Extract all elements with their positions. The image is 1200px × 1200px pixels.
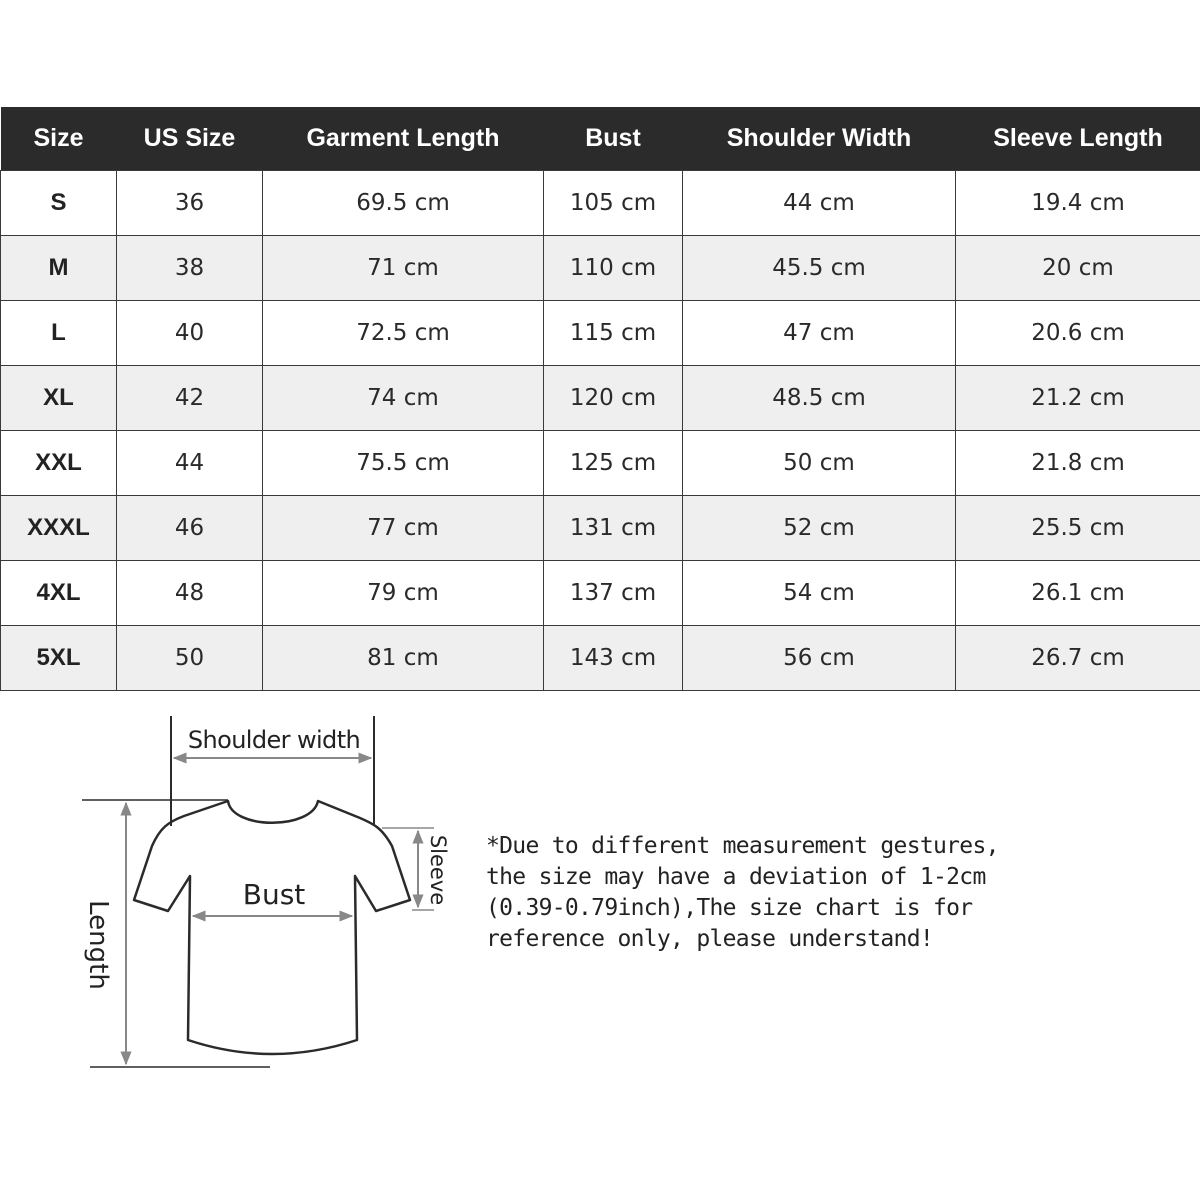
us-size-cell: 38 — [117, 236, 263, 301]
sleeve-length-cell: 21.8 cm — [956, 431, 1200, 496]
size-cell: 5XL — [1, 626, 117, 691]
header-us-size: US Size — [117, 107, 263, 171]
bust-cell: 131 cm — [544, 496, 683, 561]
tshirt-outline — [134, 801, 410, 1054]
shoulder-width-cell: 56 cm — [683, 626, 956, 691]
bust-cell: 143 cm — [544, 626, 683, 691]
size-cell: 4XL — [1, 561, 117, 626]
shoulder-width-cell: 50 cm — [683, 431, 956, 496]
size-cell: L — [1, 301, 117, 366]
bust-cell: 120 cm — [544, 366, 683, 431]
measurement-disclaimer — [486, 831, 1046, 955]
us-size-cell: 40 — [117, 301, 263, 366]
disclaimer-line: (0.39-0.79inch),The size chart is for — [486, 895, 973, 921]
length-label: Length — [83, 900, 113, 990]
size-cell: M — [1, 236, 117, 301]
size-cell: XL — [1, 366, 117, 431]
bust-cell: 137 cm — [544, 561, 683, 626]
header-size: Size — [1, 107, 117, 171]
table-row — [1, 561, 1200, 626]
garment-length-cell: 79 cm — [263, 561, 544, 626]
garment-length-cell: 74 cm — [263, 366, 544, 431]
bust-label: Bust — [242, 878, 306, 911]
size-cell: S — [1, 171, 117, 236]
us-size-cell: 48 — [117, 561, 263, 626]
table-row — [1, 301, 1200, 366]
sleeve-length-cell: 20 cm — [956, 236, 1200, 301]
garment-length-cell: 75.5 cm — [263, 431, 544, 496]
tshirt-measurement-diagram — [0, 700, 480, 1100]
bust-cell: 105 cm — [544, 171, 683, 236]
size-chart-table — [0, 107, 1200, 691]
us-size-cell: 50 — [117, 626, 263, 691]
sleeve-label: Sleeve — [426, 834, 450, 906]
shoulder-width-cell: 44 cm — [683, 171, 956, 236]
table-row — [1, 171, 1200, 236]
bust-cell: 115 cm — [544, 301, 683, 366]
shoulder-width-cell: 54 cm — [683, 561, 956, 626]
us-size-cell: 36 — [117, 171, 263, 236]
shoulder-width-cell: 48.5 cm — [683, 366, 956, 431]
bust-cell: 110 cm — [544, 236, 683, 301]
header-bust: Bust — [544, 107, 683, 171]
table-row — [1, 496, 1200, 561]
shoulder-width-cell: 45.5 cm — [683, 236, 956, 301]
us-size-cell: 46 — [117, 496, 263, 561]
us-size-cell: 44 — [117, 431, 263, 496]
sleeve-length-cell: 26.1 cm — [956, 561, 1200, 626]
garment-length-cell: 77 cm — [263, 496, 544, 561]
sleeve-length-cell: 19.4 cm — [956, 171, 1200, 236]
garment-length-cell: 71 cm — [263, 236, 544, 301]
sleeve-length-cell: 26.7 cm — [956, 626, 1200, 691]
size-cell: XXL — [1, 431, 117, 496]
us-size-cell: 42 — [117, 366, 263, 431]
shoulder-width-label: Shoulder width — [187, 726, 361, 754]
size-cell: XXXL — [1, 496, 117, 561]
header-sleeve-length: Sleeve Length — [956, 107, 1200, 171]
header-shoulder-width: Shoulder Width — [683, 107, 956, 171]
header-garment-length: Garment Length — [263, 107, 544, 171]
garment-length-cell: 72.5 cm — [263, 301, 544, 366]
sleeve-length-cell: 20.6 cm — [956, 301, 1200, 366]
sleeve-length-cell: 25.5 cm — [956, 496, 1200, 561]
sleeve-length-cell: 21.2 cm — [956, 366, 1200, 431]
table-row — [1, 431, 1200, 496]
table-header-row — [1, 107, 1200, 171]
disclaimer-line: *Due to different measurement gestures, — [486, 833, 999, 859]
shoulder-width-cell: 47 cm — [683, 301, 956, 366]
bust-cell: 125 cm — [544, 431, 683, 496]
shoulder-width-cell: 52 cm — [683, 496, 956, 561]
garment-length-cell: 81 cm — [263, 626, 544, 691]
disclaimer-line: reference only, please understand! — [486, 926, 934, 952]
disclaimer-line: the size may have a deviation of 1-2cm — [486, 864, 986, 890]
garment-length-cell: 69.5 cm — [263, 171, 544, 236]
table-row — [1, 236, 1200, 301]
table-row — [1, 626, 1200, 691]
table-row — [1, 366, 1200, 431]
